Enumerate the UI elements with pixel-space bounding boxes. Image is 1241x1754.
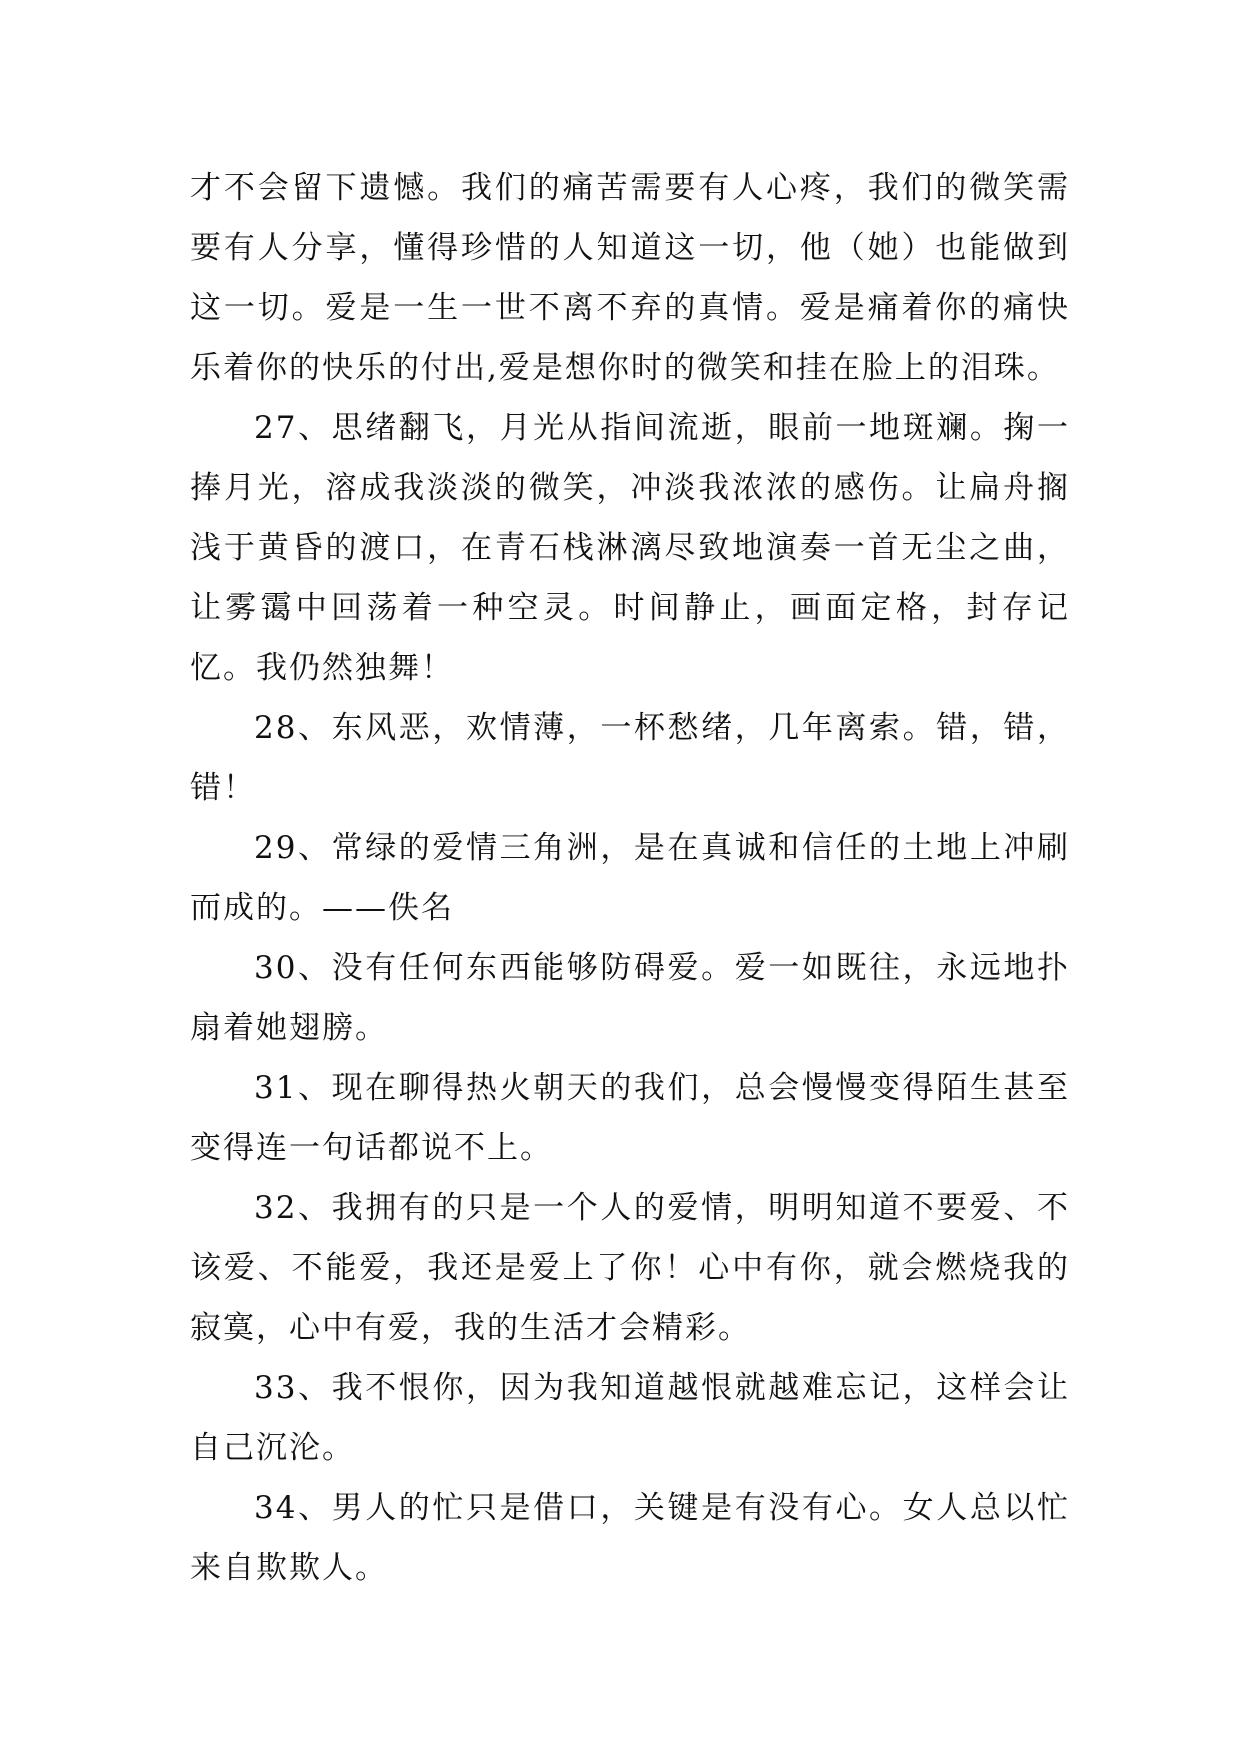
document-body: [190, 158, 1070, 1598]
paragraph-29: 29、常绿的爱情三角洲，是在真诚和信任的土地上冲刷而成的。——佚名: [190, 830, 1070, 926]
paragraph-32: 32、我拥有的只是一个人的爱情，明明知道不要爱、不该爱、不能爱，我还是爱上了你！心中有你，就会燃烧我的寂寞，心中有爱，我的生活才会精彩。: [190, 1190, 1070, 1346]
paragraph-34: 34、男人的忙只是借口，关键是有没有心。女人总以忙来自欺欺人。: [190, 1490, 1070, 1586]
paragraph-27: 27、思绪翻飞，月光从指间流逝，眼前一地斑斓。掬一捧月光，溶成我淡淡的微笑，冲淡我浓浓的感伤。让扁舟搁浅于黄昏的渡口，在青石栈淋漓尽致地演奏一首无尘之曲，让雾霭中回荡着一种空灵。时间静止，画面定格，封存记忆。我仍然独舞！: [190, 410, 1070, 686]
paragraph-31: 31、现在聊得热火朝天的我们，总会慢慢变得陌生甚至变得连一句话都说不上。: [190, 1070, 1070, 1166]
paragraph-28: 28、东风恶，欢情薄，一杯愁绪，几年离索。错，错，错！: [190, 710, 1070, 806]
paragraph-33: 33、我不恨你，因为我知道越恨就越难忘记，这样会让自己沉沦。: [190, 1370, 1070, 1466]
paragraph-continuation: 才不会留下遗憾。我们的痛苦需要有人心疼，我们的微笑需要有人分享，懂得珍惜的人知道这一切，他（她）也能做到这一切。爱是一生一世不离不弃的真情。爱是痛着你的痛快乐着你的快乐的付出,爱是想你时的微笑和挂在脸上的泪珠。: [190, 170, 1070, 386]
paragraph-30: 30、没有任何东西能够防碍爱。爱一如既往，永远地扑扇着她翅膀。: [190, 950, 1070, 1046]
